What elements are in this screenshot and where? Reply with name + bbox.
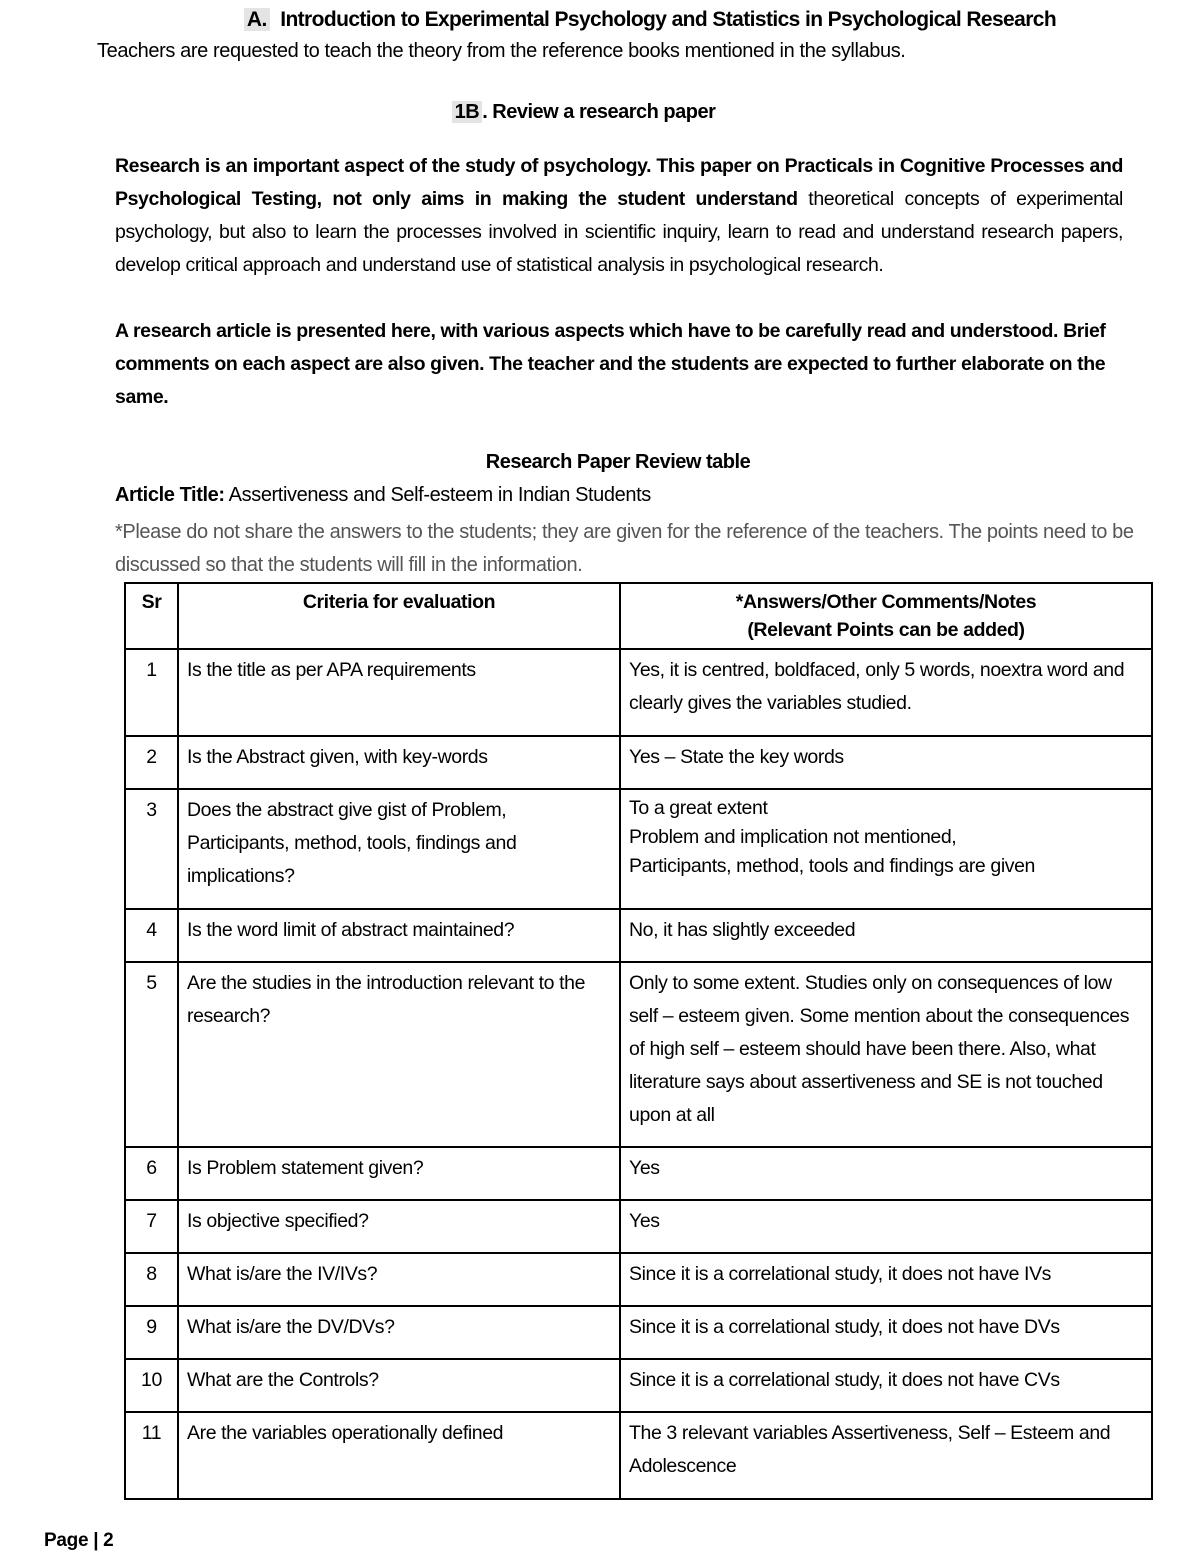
intro-paragraph bbox=[115, 150, 1123, 282]
article-title-value: Assertiveness and Self-esteem in Indian Students bbox=[224, 484, 651, 506]
row-criteria: What is/are the IV/IVs? bbox=[178, 1253, 620, 1306]
row-criteria: Are the studies in the introduction relevant to the research? bbox=[178, 962, 620, 1147]
header-answers-line1: *Answers/Other Comments/Notes bbox=[735, 591, 1037, 613]
section-1b-marker: 1B bbox=[452, 101, 483, 123]
row-criteria: Is objective specified? bbox=[178, 1200, 620, 1253]
row-criteria: Is the Abstract given, with key-words bbox=[178, 736, 620, 789]
table-row bbox=[125, 736, 1152, 789]
header-answers-line2: (Relevant Points can be added) bbox=[747, 619, 1025, 641]
row-answer: Yes bbox=[620, 1147, 1152, 1200]
header-criteria: Criteria for evaluation bbox=[178, 583, 620, 649]
article-title-label: Article Title: bbox=[115, 484, 225, 506]
row-answer: Since it is a correlational study, it does not have DVs bbox=[620, 1306, 1152, 1359]
row-criteria: What is/are the DV/DVs? bbox=[178, 1306, 620, 1359]
table-row bbox=[125, 962, 1152, 1147]
header-sr: Sr bbox=[125, 583, 178, 649]
table-title: Research Paper Review table bbox=[485, 451, 751, 473]
table-row bbox=[125, 1147, 1152, 1200]
row-sr: 1 bbox=[125, 649, 178, 736]
instruction-paragraph: A research article is presented here, with various aspects which have to be carefully read and understood. Brief comments on each aspect are also given. The teacher and the students are expected to further elaborate on the same. bbox=[115, 320, 1106, 408]
row-criteria: Is the title as per APA requirements bbox=[178, 649, 620, 736]
row-criteria: Are the variables operationally defined bbox=[178, 1412, 620, 1499]
row-sr: 9 bbox=[125, 1306, 178, 1359]
row-sr: 8 bbox=[125, 1253, 178, 1306]
row-answer-line: To a great extent bbox=[629, 797, 768, 819]
row-answer: The 3 relevant variables Assertiveness, Self – Esteem and Adolescence bbox=[620, 1412, 1152, 1499]
teacher-note: *Please do not share the answers to the students; they are given for the reference of the teachers. The points need to be discussed so that the students will fill in the information. bbox=[115, 521, 1134, 576]
row-sr: 2 bbox=[125, 736, 178, 789]
page-number: Page | 2 bbox=[44, 1530, 114, 1551]
section-1b-title: . Review a research paper bbox=[482, 101, 716, 123]
table-row bbox=[125, 1359, 1152, 1412]
section-1b-heading bbox=[0, 101, 1167, 124]
intro-paragraph-bold: Research is an important aspect of the study of psychology. This paper on Practicals in Cognitive Processes and Psychological Testing, not only aims in making the student understand bbox=[115, 155, 1123, 210]
section-a-marker: A. bbox=[244, 8, 270, 31]
row-sr: 7 bbox=[125, 1200, 178, 1253]
review-table bbox=[124, 582, 1153, 1500]
row-criteria: Is Problem statement given? bbox=[178, 1147, 620, 1200]
row-answer: Yes – State the key words bbox=[620, 736, 1152, 789]
row-sr: 3 bbox=[125, 789, 178, 909]
row-answer: Since it is a correlational study, it does not have CVs bbox=[620, 1359, 1152, 1412]
table-row bbox=[125, 1253, 1152, 1306]
section-a-title: Introduction to Experimental Psychology and Statistics in Psychological Research bbox=[280, 8, 1057, 31]
article-title-line bbox=[115, 484, 651, 507]
row-sr: 10 bbox=[125, 1359, 178, 1412]
row-criteria: Does the abstract give gist of Problem, Participants, method, tools, findings and implications? bbox=[178, 789, 620, 909]
table-row bbox=[125, 1200, 1152, 1253]
row-sr: 4 bbox=[125, 909, 178, 962]
table-row bbox=[125, 1306, 1152, 1359]
section-a-heading bbox=[0, 8, 1200, 32]
row-criteria: Is the word limit of abstract maintained? bbox=[178, 909, 620, 962]
row-answer: Only to some extent. Studies only on consequences of low self – esteem given. Some mention about the consequences of high self – esteem should have been there. Also, what literature says about assertiveness and SE is not touched upon at all bbox=[620, 962, 1152, 1147]
header-answers bbox=[620, 583, 1152, 649]
table-row bbox=[125, 909, 1152, 962]
row-answer: No, it has slightly exceeded bbox=[620, 909, 1152, 962]
row-answer: Yes, it is centred, boldfaced, only 5 words, noextra word and clearly gives the variables studied. bbox=[620, 649, 1152, 736]
row-answer-line: Participants, method, tools and findings are given bbox=[629, 855, 1036, 877]
row-answer bbox=[620, 789, 1152, 909]
table-row bbox=[125, 649, 1152, 736]
table-header-row bbox=[125, 583, 1152, 649]
row-sr: 11 bbox=[125, 1412, 178, 1499]
row-answer: Yes bbox=[620, 1200, 1152, 1253]
row-sr: 6 bbox=[125, 1147, 178, 1200]
intro-paragraph-normal: theoretical concepts of experimental psychology, but also to learn the processes involved in scientific inquiry, learn to read and understand research papers, develop critical approach and understand use of statistical analysis in psychological research. bbox=[115, 188, 1123, 276]
row-sr: 5 bbox=[125, 962, 178, 1147]
row-criteria: What are the Controls? bbox=[178, 1359, 620, 1412]
row-answer: Since it is a correlational study, it does not have IVs bbox=[620, 1253, 1152, 1306]
table-row bbox=[125, 789, 1152, 909]
table-row bbox=[125, 1412, 1152, 1499]
intro-line: Teachers are requested to teach the theory from the reference books mentioned in the syllabus. bbox=[97, 40, 906, 62]
row-answer-line: Problem and implication not mentioned, bbox=[629, 826, 957, 848]
